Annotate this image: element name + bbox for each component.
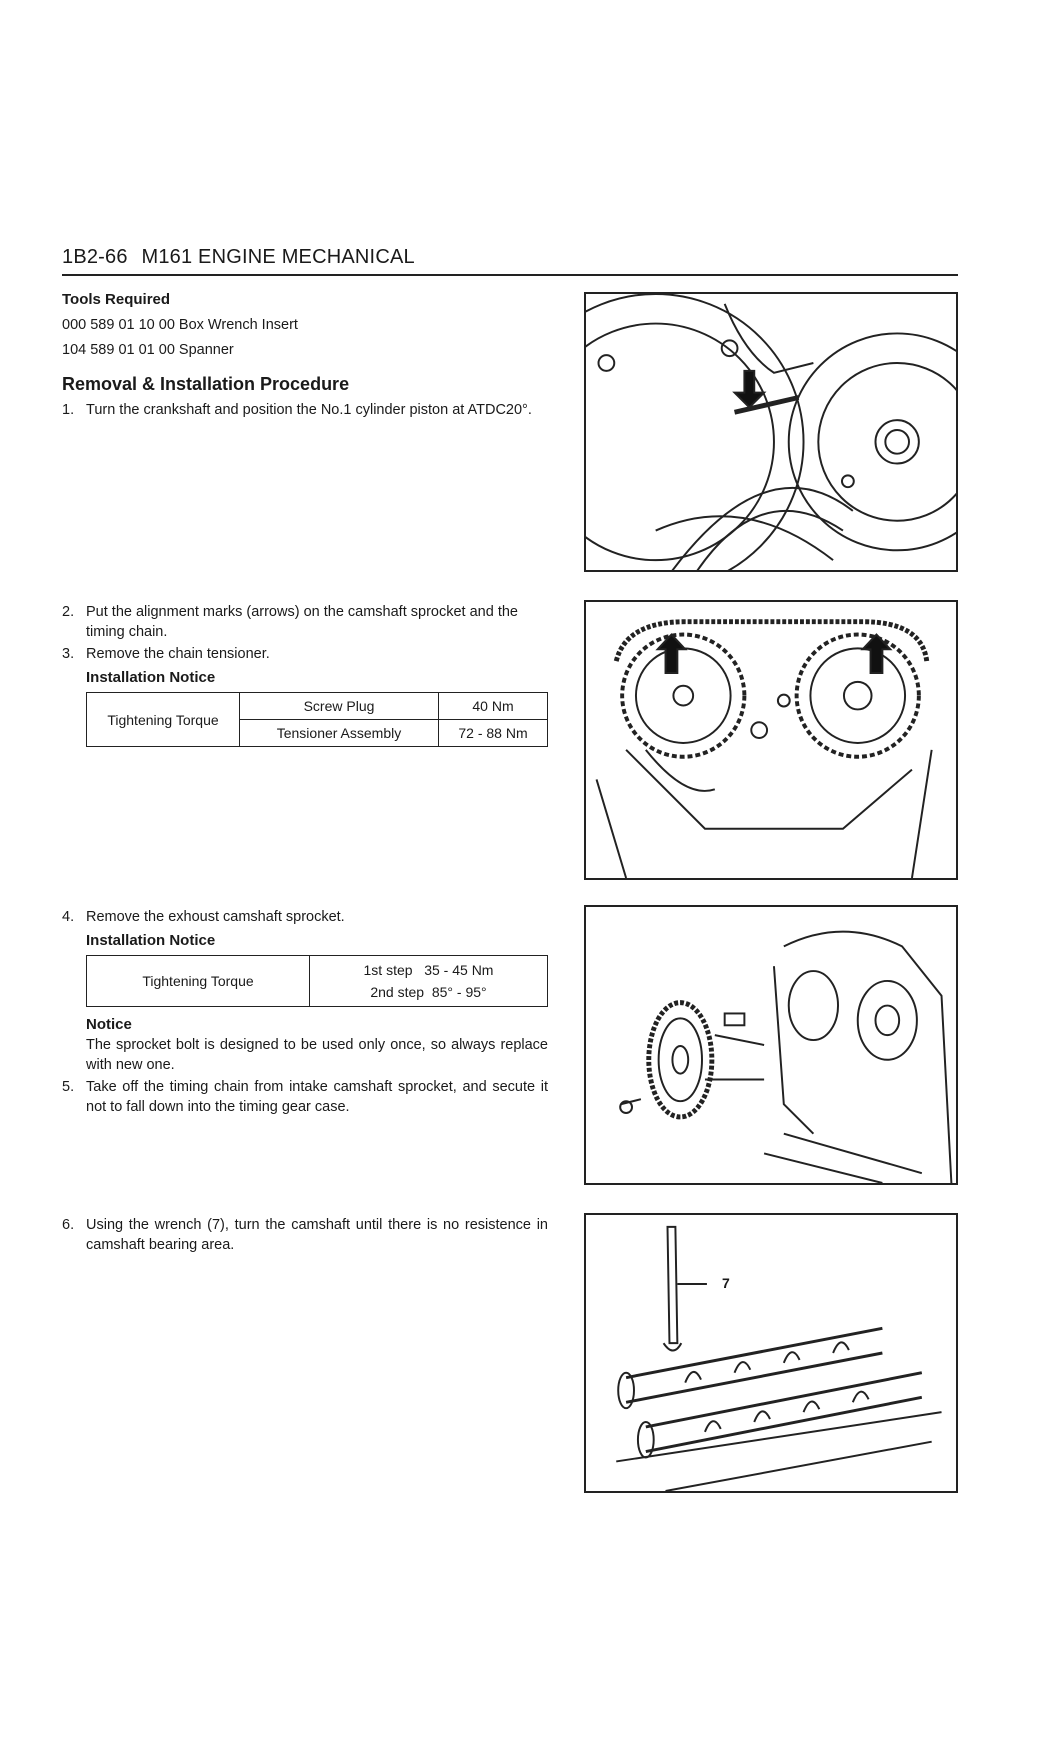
torque-label: Tightening Torque bbox=[87, 956, 310, 1007]
notice-text: The sprocket bolt is designed to be used only once, so always replace with new one. bbox=[86, 1037, 548, 1073]
installation-notice-heading: Installation Notice bbox=[86, 669, 216, 686]
step-3 bbox=[62, 644, 548, 664]
spec-value: 72 - 88 Nm bbox=[439, 720, 548, 747]
step-2 bbox=[62, 602, 548, 642]
spec-value: 40 Nm bbox=[439, 693, 548, 720]
figure-exhaust-sprocket bbox=[584, 905, 958, 1185]
exhaust-sprocket-drawing bbox=[586, 907, 956, 1183]
figure-camshaft-sprockets bbox=[584, 600, 958, 880]
step-text: Take off the timing chain from intake camshaft sprocket, and secute it not to fall down into the timing gear case. bbox=[86, 1079, 548, 1115]
figure-crankshaft-pulley bbox=[584, 292, 958, 572]
step-1 bbox=[62, 400, 548, 420]
step-text: Using the wrench (7), turn the camshaft until there is no resistence in camshaft bearing area. bbox=[86, 1217, 548, 1253]
crankshaft-drawing bbox=[586, 294, 956, 570]
spec-item: Tensioner Assembly bbox=[240, 720, 439, 747]
wrench-callout-label: 7 bbox=[722, 1275, 730, 1291]
tool-item bbox=[62, 315, 548, 335]
torque-label: Tightening Torque bbox=[87, 693, 240, 747]
section-step4-5 bbox=[62, 905, 548, 1117]
tool-part-number: 104 589 01 01 00 bbox=[62, 342, 175, 358]
torque-table-1 bbox=[86, 692, 548, 747]
step-5 bbox=[62, 1077, 548, 1117]
step-number: 3. bbox=[62, 646, 75, 662]
torque-steps bbox=[310, 956, 548, 1007]
spec-item: Screw Plug bbox=[240, 693, 439, 720]
tool-item bbox=[62, 340, 548, 360]
section-step2-3 bbox=[62, 600, 548, 747]
tool-name: Spanner bbox=[178, 342, 234, 358]
step-number: 5. bbox=[62, 1079, 75, 1095]
torque-step-1: 1st step 35 - 45 Nm bbox=[363, 962, 494, 978]
step-number: 2. bbox=[62, 604, 75, 620]
step-text: Remove the chain tensioner. bbox=[86, 646, 270, 662]
sprocket-drawing bbox=[586, 602, 956, 878]
section-tools-step1 bbox=[62, 290, 548, 420]
step-text: Remove the exhoust camshaft sprocket. bbox=[86, 909, 345, 925]
figure-camshaft-wrench bbox=[584, 1213, 958, 1493]
installation-notice-heading: Installation Notice bbox=[86, 932, 216, 949]
step-4 bbox=[62, 907, 548, 927]
page-title: M161 ENGINE MECHANICAL bbox=[141, 246, 415, 268]
page-code: 1B2-66 bbox=[62, 246, 128, 268]
step-text: Turn the crankshaft and position the No.1 cylinder piston at ATDC20°. bbox=[86, 402, 532, 418]
camshaft-wrench-drawing bbox=[586, 1215, 956, 1491]
step-number: 4. bbox=[62, 909, 75, 925]
section-step6 bbox=[62, 1213, 548, 1255]
page-header bbox=[62, 246, 958, 276]
tool-part-number: 000 589 01 10 00 bbox=[62, 317, 175, 333]
step-number: 6. bbox=[62, 1217, 75, 1233]
torque-step-2: 2nd step 85° - 95° bbox=[370, 984, 487, 1000]
tool-name: Box Wrench Insert bbox=[178, 317, 298, 333]
procedure-heading: Removal & Installation Procedure bbox=[62, 374, 350, 394]
notice-heading: Notice bbox=[86, 1016, 132, 1033]
step-6 bbox=[62, 1215, 548, 1255]
step-number: 1. bbox=[62, 402, 75, 418]
step-text: Put the alignment marks (arrows) on the camshaft sprocket and the timing chain. bbox=[86, 604, 518, 640]
torque-table-2 bbox=[86, 955, 548, 1007]
tools-heading: Tools Required bbox=[62, 291, 171, 308]
